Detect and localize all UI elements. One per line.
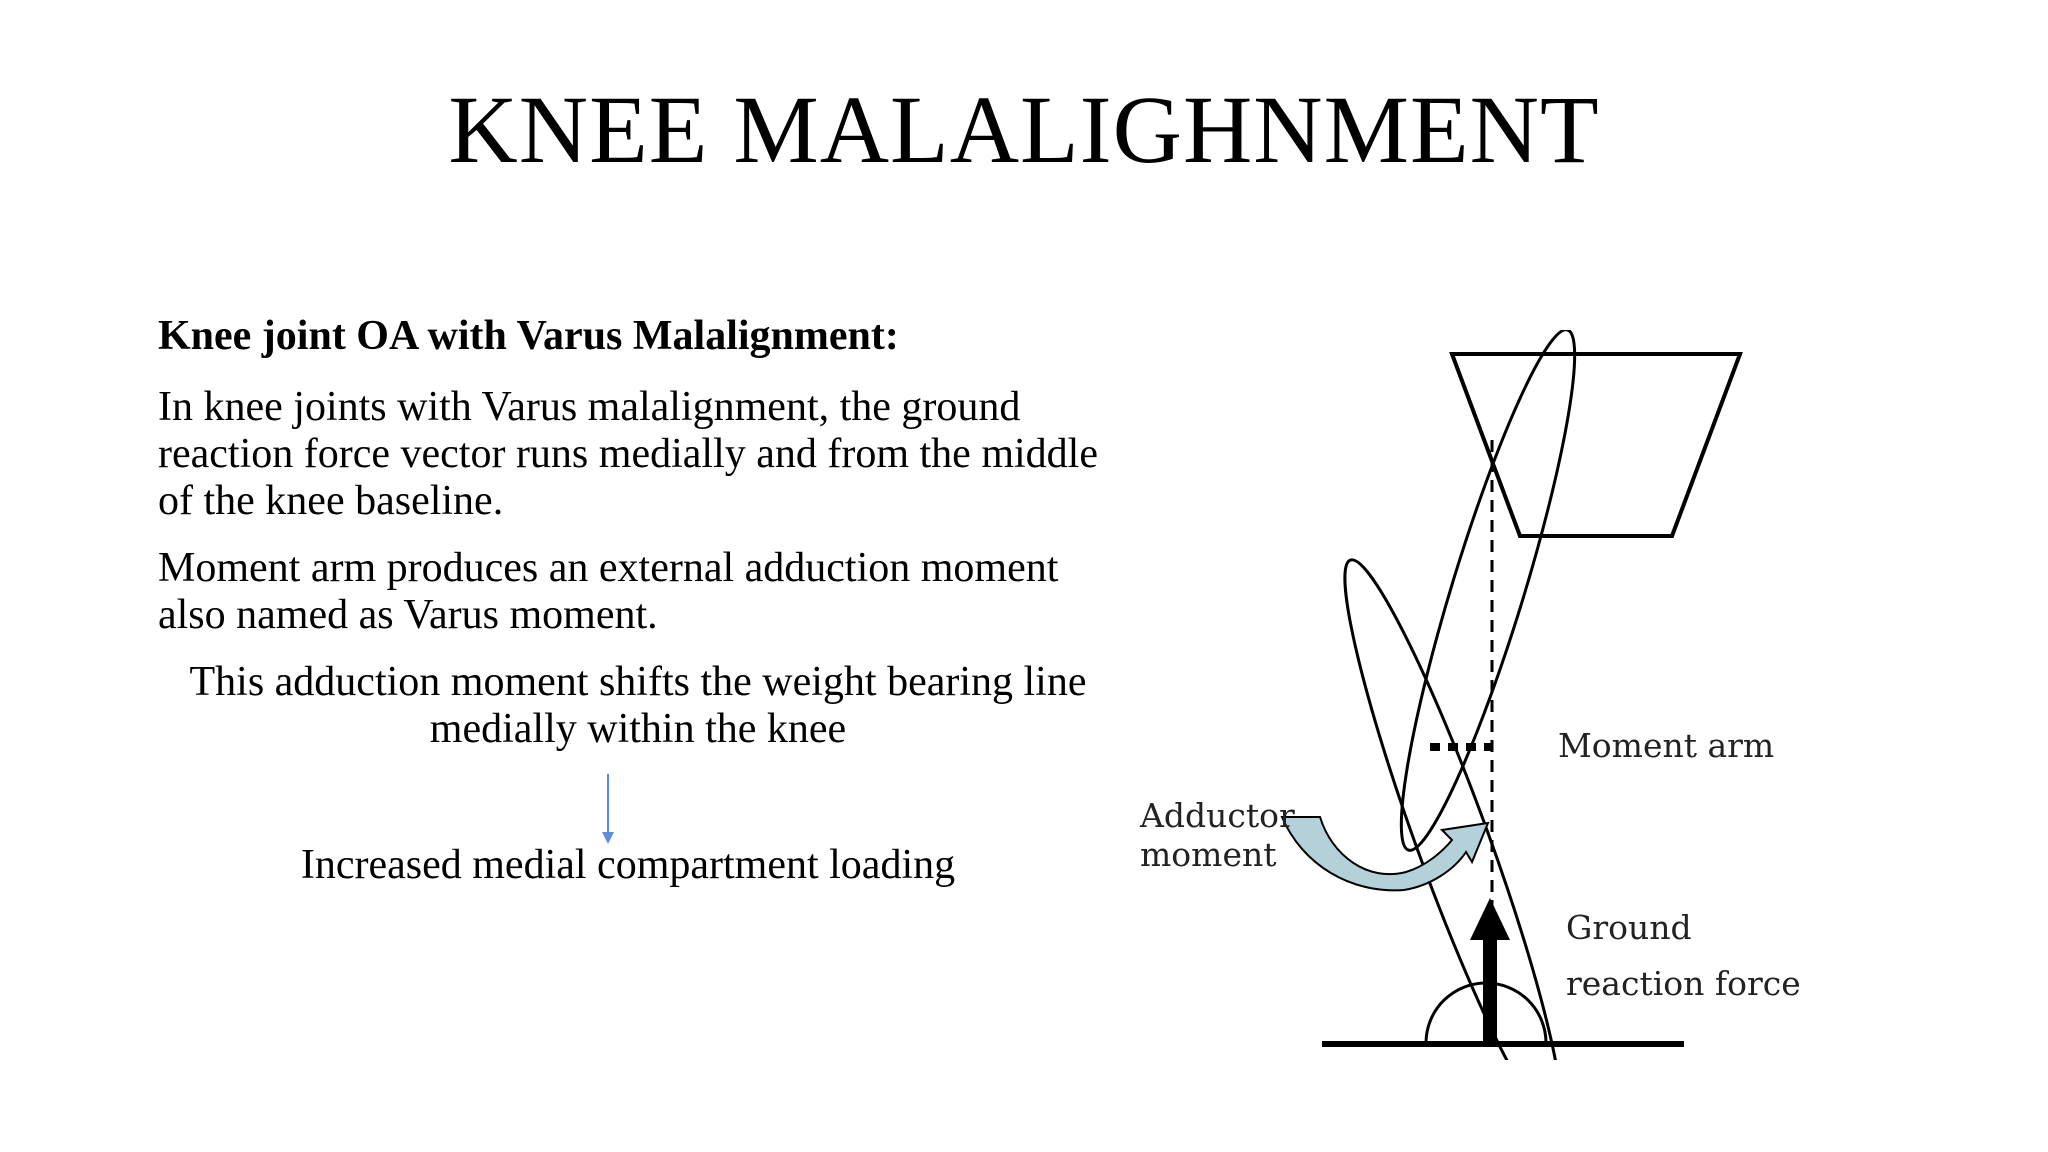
knee-diagram <box>1120 330 1800 1060</box>
pelvis-shape <box>1452 354 1740 536</box>
paragraph-3-line-2: medially within the knee <box>429 706 847 753</box>
down-arrow-icon <box>598 774 618 846</box>
knee-diagram-svg <box>1120 330 1800 1060</box>
label-adductor-moment-2: moment <box>1140 835 1277 874</box>
slide-title: KNEE MALALIGHNMENT <box>448 76 1600 183</box>
label-ground-reaction-2: reaction force <box>1566 964 1801 1003</box>
adductor-moment-arrow <box>1282 817 1488 890</box>
text-content <box>158 313 1098 753</box>
tibia-shape <box>1317 548 1590 1060</box>
section-heading: Knee joint OA with Varus Malalignment: <box>158 313 899 359</box>
femur-shape <box>1374 330 1602 861</box>
ground-force-arrow-head <box>1470 898 1510 940</box>
label-moment-arm: Moment arm <box>1558 726 1775 765</box>
paragraph-1: In knee joints with Varus malalignment, the ground reaction force vector runs medially and from the middle of the knee baseline. <box>158 384 1098 525</box>
label-ground-reaction-1: Ground <box>1566 908 1692 947</box>
paragraph-3-line-1: This adduction moment shifts the weight bearing line <box>189 659 1087 706</box>
result-text: Increased medial compartment loading <box>300 842 956 888</box>
paragraph-2: Moment arm produces an external adduction moment also named as Varus moment. <box>158 545 1059 639</box>
label-adductor-moment-1: Adductor <box>1140 796 1295 835</box>
